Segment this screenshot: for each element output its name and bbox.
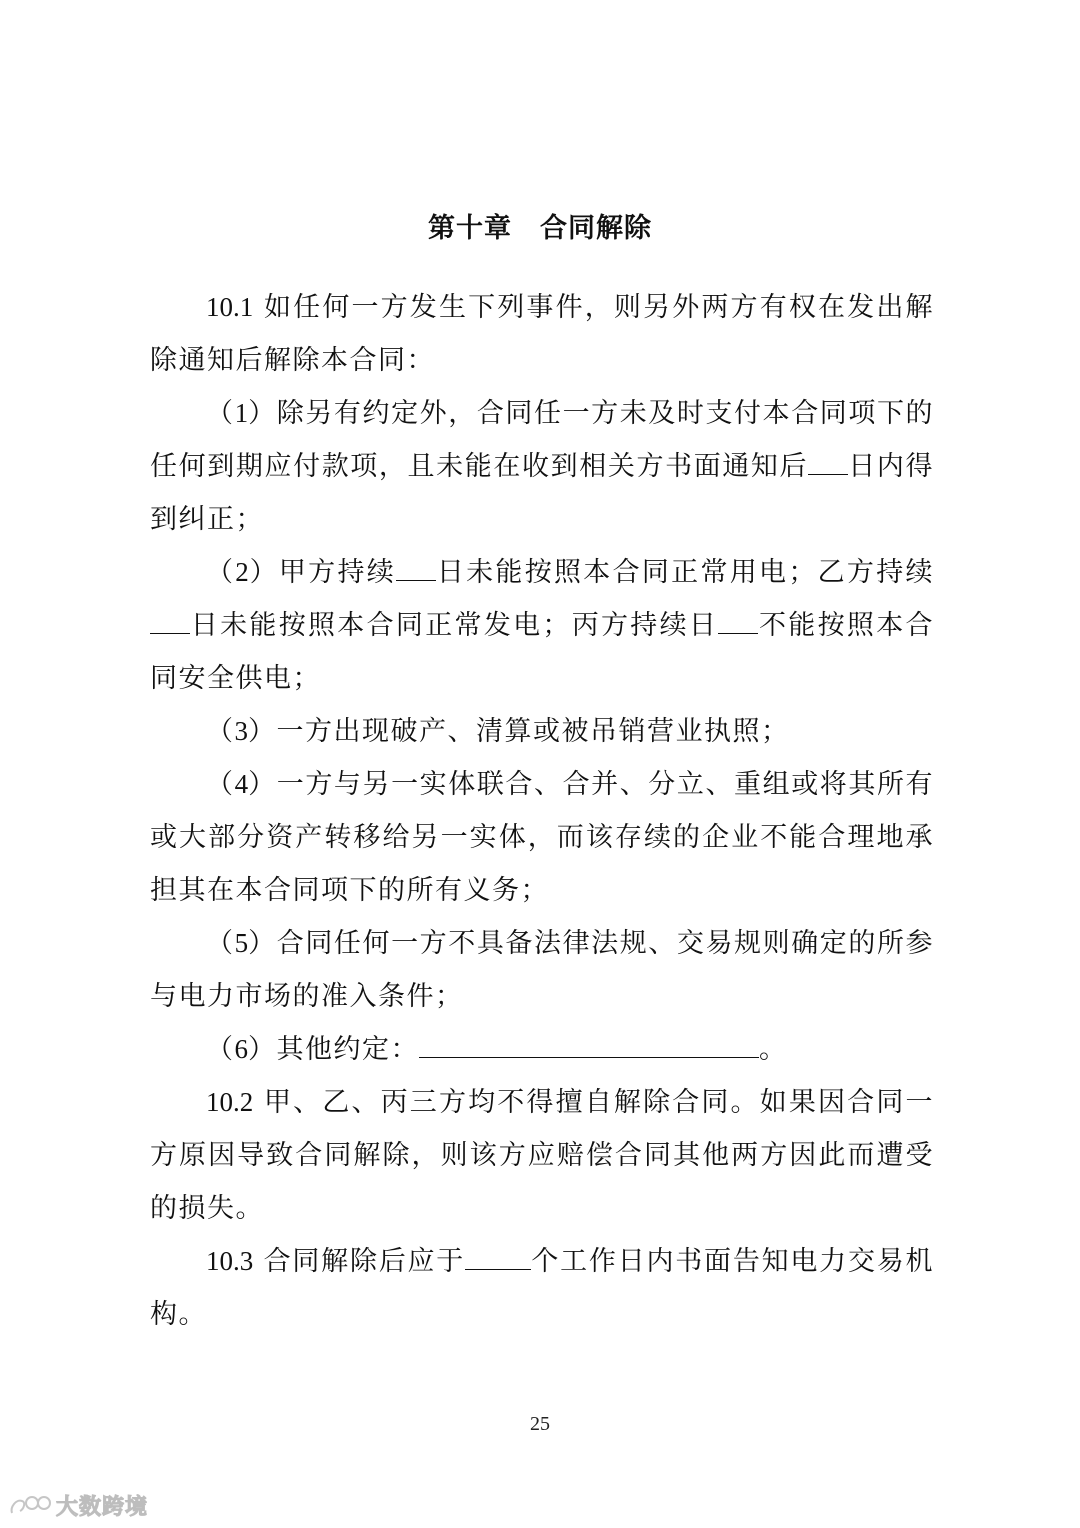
item-text: 一方与另一实体联合、合并、分立、重组或将其所有或大部分资产转移给另一实体，而该存续的企业不能合理地承担其在本合同项下的所有义务； [150,769,935,906]
document-body [150,281,934,1341]
clause-10-2 [150,1076,934,1235]
clause-10-3 [150,1235,934,1341]
item-1: （1）除另有约定外，合同任一方未及时支付本合同项下的任何到期应付款项，且未能在收到相关方书面通知后 日内得到纠正； [150,398,935,535]
item-text: 。 [759,1034,788,1065]
watermark [8,1490,148,1521]
item-5: （5）合同任何一方不具备法律法规、交易规则确定的所参与电力市场的准入条件； [150,928,935,1012]
item-number: 1 [234,398,249,428]
item-number: 5 [234,928,249,958]
clause-text: 合同解除后应于 [263,1246,466,1277]
watermark-logo-icon [8,1493,52,1519]
item-4: （4）一方与另一实体联合、合并、分立、重组或将其所有或大部分资产转移给另一实体，而该存续的企业不能合理地承担其在本合同项下的所有义务； [150,769,935,906]
watermark-text: 大数跨境 [56,1495,149,1520]
item-text: 日内得到纠正； [150,451,935,535]
clause-number: 10.1 [206,292,254,322]
item-number: 2 [235,557,249,587]
chapter-title: 第十章 合同解除 [428,213,652,244]
item-6: （6）其他约定： 。 [150,1023,934,1076]
fill-in-blank [419,1031,759,1058]
fill-in-blank [465,1243,531,1270]
fill-in-blank [718,607,758,634]
page-number: 25 [530,1413,550,1435]
item-text: 甲方持续 [278,557,397,588]
clause-text: 甲、乙、丙三方均不得擅自解除合同。如果因合同一方原因导致合同解除，则该方应赔偿合同其他两方因此而遭受的损失。 [150,1087,934,1224]
item-number: 3 [234,716,248,746]
item-text: 其他约定： [276,1034,419,1065]
item-text: 合同任何一方不具备法律法规、交易规则确定的所参与电力市场的准入条件； [150,928,935,1012]
item-number: 4 [234,769,249,799]
item-text: 不能按照本合同安全供电； [150,610,935,694]
fill-in-blank [396,554,436,581]
item-text: 日未能按照本合同正常发电；丙方持续日 [190,610,719,641]
clause-text: 个工作日内书面告知电力交易机构。 [150,1246,935,1330]
item-3: （3）一方出现破产、清算或被吊销营业执照； [206,716,790,747]
item-text: 一方出现破产、清算或被吊销营业执照； [276,716,790,747]
item-text: 除另有约定外，合同任一方未及时支付本合同项下的任何到期应付款项，且未能在收到相关方书面通知后 [150,398,935,482]
clause-10-1 [150,281,934,387]
fill-in-blank [150,607,190,634]
item-text: 日未能按照本合同正常用电；乙方持续 [436,557,935,588]
clause-text: 如任何一方发生下列事件，则另外两方有权在发出解除通知后解除本合同： [150,292,934,376]
clause-number: 10.2 [206,1087,254,1117]
item-number: 6 [234,1034,248,1064]
fill-in-blank [808,448,848,475]
item-2: （2）甲方持续 日未能按照本合同正常用电；乙方持续日未能按照本合同正常发电；丙方持续日 不能按照本合同安全供电； [150,546,934,705]
clause-number: 10.3 [206,1246,254,1276]
